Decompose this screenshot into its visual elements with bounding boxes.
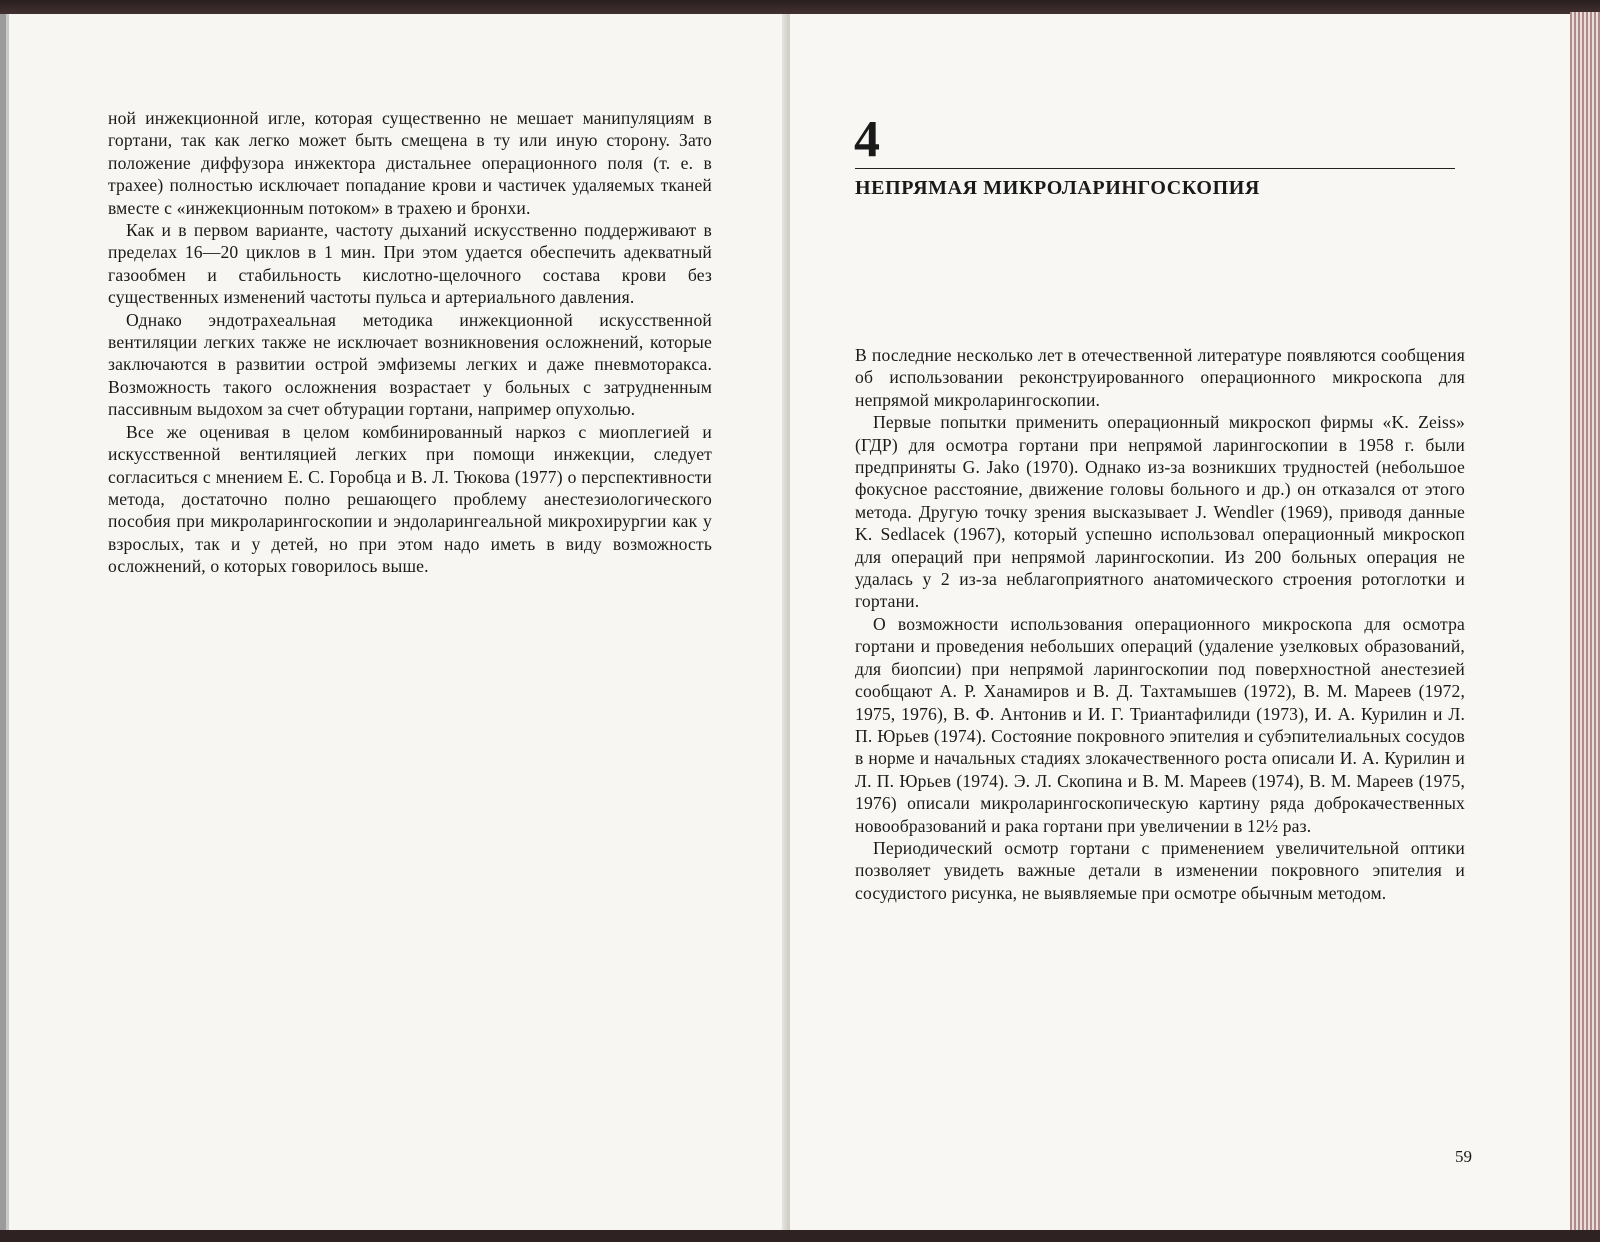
- right-page: [790, 14, 1570, 1230]
- paragraph: Однако эндотрахеальная методика инжекционной искусственной вентиляции легких также не исключает возникновения осложнений, которые заключаются в развитии острой эмфиземы легких и даже пневмоторакса. Возможность такого осложнения возрастает у больных с затрудненным пассивным выдохом за счет обтурации гортани, например опухолью.: [108, 309, 712, 420]
- paragraph: О возможности использования операционного микроскопа для осмотра гортани и проведения небольших операций (удаление узелковых образований, для биопсии) при непрямой ларингоскопии под поверхностной анестезией сообщают А. Р. Ханамиров и В. Д. Тахтамышев (1972), В. М. Мареев (1972, 1975, 1976), В. Ф. Антонив и И. Г. Триантафилиди (1973), И. А. Курилин и Л. П. Юрьев (1974). Состояние покровного эпителия и субэпителиальных сосудов в норме и начальных стадиях злокачественного роста описали И. А. Курилин и Л. П. Юрьев (1974). Э. Л. Скопина и В. М. Мареев (1974), В. М. Мареев (1975, 1976) описали микроларингоскопическую картину ряда доброкачественных новообразований и рака гортани при увеличении в 12½ раз.: [855, 613, 1465, 836]
- paragraph: Периодический осмотр гортани с применением увеличительной оптики позволяет увидеть важные детали в изменении покровного эпителия и сосудистого рисунка, не выявляемые при осмотре обычным методом.: [855, 837, 1465, 903]
- bottom-edge: [0, 1230, 1600, 1242]
- paragraph: В последние несколько лет в отечественной литературе появляются сообщения об использовании реконструированного операционного микроскопа для непрямой микроларингоскопии.: [855, 345, 1465, 410]
- paragraph: ной инжекционной игле, которая существенно не мешает манипуляциям в гортани, так как легко может быть смещена в ту или иную сторону. Зато положение диффузора инжектора дистальнее операционного поля (т. е. в трахее) полностью исключает попадание крови и частичек удаляемых тканей вместе с «инжекционным потоком» в трахею и бронхи.: [108, 108, 712, 218]
- chapter-number: 4: [854, 111, 880, 168]
- left-page-text: [108, 107, 712, 578]
- paragraph: Все же оценивая в целом комбинированный наркоз с миоплегией и искусственной вентиляцией легких при помощи инжекции, следует согласиться с мнением Е. С. Горобца и В. Л. Тюкова (1977) о перспективности метода, достаточно полно решающего проблему анестезиологического пособия при микроларингоскопии и эндоларингеальной микрохирургии как у взрослых, так и у детей, но при этом надо иметь в виду возможность осложнений, о которых говорилось выше.: [108, 421, 712, 577]
- chapter-divider: [855, 168, 1455, 169]
- chapter-title: НЕПРЯМАЯ МИКРОЛАРИНГОСКОПИЯ: [855, 177, 1260, 199]
- page-number: 59: [1455, 1147, 1472, 1166]
- right-page-text: [855, 344, 1465, 904]
- paragraph: Как и в первом варианте, частоту дыханий искусственно поддерживают в пределах 16—20 циклов в 1 мин. При этом удается обеспечить адекватный газообмен и стабильность кислотно-щелочного состава крови без существенных изменений частоты пульса и артериального давления.: [108, 220, 712, 308]
- paragraph: Первые попытки применить операционный микроскоп фирмы «K. Zeiss» (ГДР) для осмотра гортани при непрямой ларингоскопии в 1958 г. были предприняты G. Jako (1970). Однако из-за возникших трудностей (небольшое фокусное расстояние, движение головы больного и др.) он отказался от этого метода. Другую точку зрения высказывает J. Wendler (1969), приводя данные K. Sedlacek (1967), который успешно использовал операционный микроскоп для операций при непрямой ларингоскопии. Из 200 больных операция не удалась у 2 из-за неблагоприятного анатомического строения ротоглотки и гортани.: [855, 412, 1465, 612]
- left-page: [6, 14, 791, 1230]
- page-edges: [1570, 12, 1600, 1232]
